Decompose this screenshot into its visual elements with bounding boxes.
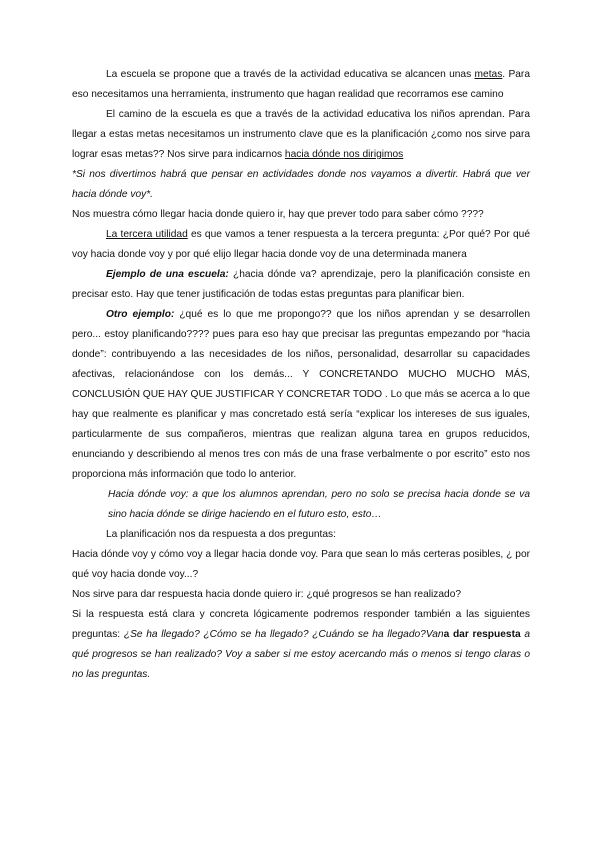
italic-questions: ¿Se ha llegado? ¿Cómo se ha llegado? ¿Cuándo se ha llegado?Van [123,629,444,640]
text-run: . Para eso necesitamos una herramienta, instrumento que hagan realidad que recorramos ese camino [72,69,530,100]
paragraph-ejemplo-escuela [72,265,530,305]
text-run: Si la respuesta está clara y concreta lógicamente podremos responder también a las siguientes preguntas: [72,609,530,640]
paragraph-camino [72,105,530,165]
document-body [72,65,530,685]
underlined-term-dirigimos: hacia dónde nos dirigimos [284,149,404,160]
underlined-term-tercera-utilidad: La tercera utilidad [106,229,188,240]
bold-heading-otro-ejemplo: Otro ejemplo: [106,309,175,320]
bold-phrase-dar-respuesta: a dar respuesta [443,629,521,640]
bold-heading-ejemplo: Ejemplo de una escuela: [106,269,229,280]
paragraph-planificacion-preguntas: La planificación nos da respuesta a dos preguntas: [106,529,336,540]
paragraph-progresos: Nos sirve para dar respuesta hacia donde quiero ir: ¿qué progresos se han realizado? [72,589,462,600]
paragraph-metas [72,65,530,105]
paragraph-nos-muestra: Nos muestra cómo llegar hacia donde quiero ir, hay que prever todo para saber cómo ???? [72,209,484,220]
text-run: ¿hacia dónde va? aprendizaje, pero la planificación consiste en precisar esto. Hay que tener justificación de todas estas preguntas para planificar bien. [72,269,530,300]
paragraph-respuesta-clara [72,605,530,685]
paragraph-divertimos: *Si nos divertimos habrá que pensar en actividades donde nos vayamos a divertir. Habrá que ver hacia dónde voy*. [72,169,530,200]
text-run: es que vamos a tener respuesta a la tercera pregunta: ¿Por qué? Por qué voy hacia donde voy y por qué elijo llegar hacia donde voy de una determinada manera [72,229,530,260]
text-run: El camino de la escuela es que a través de la actividad educativa los niños aprendan. Para llegar a estas metas necesitamos un instrumento clave que es la planificación ¿como nos sirve para lograr esas metas?? Nos sirve para indicarnos [72,109,530,160]
paragraph-otro-ejemplo [72,305,530,485]
paragraph-hacia-donde-voy: Hacia dónde voy: a que los alumnos aprendan, pero no solo se precisa hacia donde se va sino hacia dónde se dirige haciendo en el futuro esto, esto… [108,489,530,520]
paragraph-tercera-utilidad [72,225,530,265]
text-run: ¿qué es lo que me propongo?? que los niños aprendan y se desarrollen pero... estoy planificando???? pues para eso hay que precisar las preguntas empezando por “hacia donde”: contribuyendo a las necesidades de los niños, personalidad, desarrollar su capacidades afectivas, relacionándose con los demás... Y CONCRETANDO MUCHO MUCHO MÁS, CONCLUSIÓN QUE HAY QUE JUSTIFICAR Y CONCRETAR TODO . Lo que más se acerca a lo que hay que realmente es planificar y mas concretado está sería “explicar los intereses de sus iguales, particularmente de sus compañeros, mientras que realizan alguna tarea en grupos reducidos, enunciando y describiendo al menos tres con más de una frase verbalmente o por escrito” esto nos proporciona más información que todo lo anterior. [72,309,530,480]
underlined-term-metas: metas [474,69,503,80]
italic-questions: a qué progresos se han realizado? Voy a saber si me estoy acercando más o menos si tengo claras o no las preguntas. [72,629,530,680]
text-run: La escuela se propone que a través de la actividad educativa se alcancen unas [106,69,475,80]
paragraph-como-voy: Hacia dónde voy y cómo voy a llegar hacia donde voy. Para que sean lo más certeras posibles, ¿ por qué voy hacia donde voy...? [72,549,530,580]
